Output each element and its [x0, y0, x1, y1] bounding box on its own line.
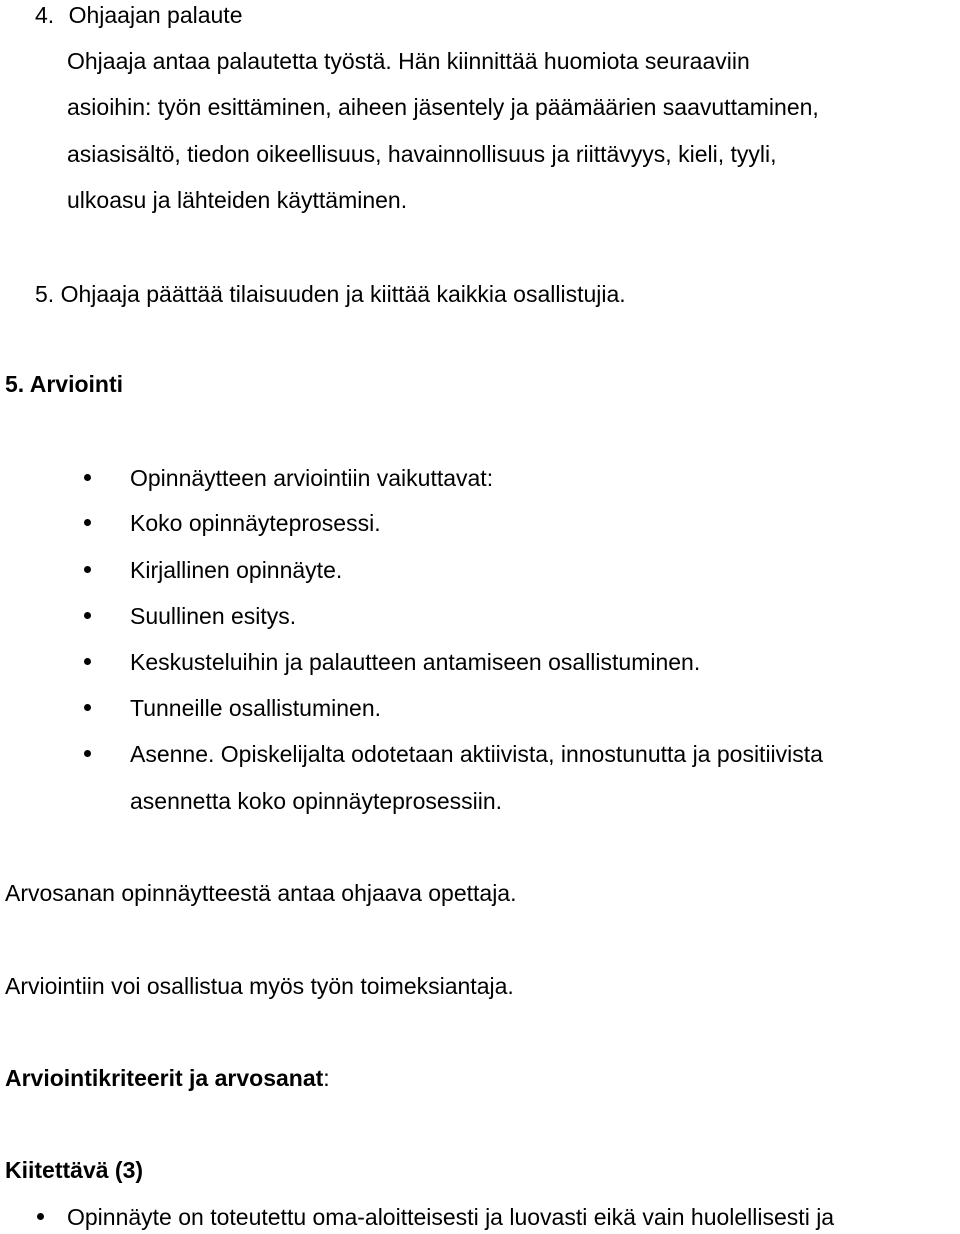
bullet-marker — [84, 750, 91, 757]
list-item: Keskusteluihin ja palautteen antamiseen osallistuminen. — [130, 649, 701, 675]
bullet-marker — [84, 519, 91, 526]
list-item: Kirjallinen opinnäyte. — [130, 557, 343, 583]
section-heading-ohjaajan-palaute — [35, 4, 243, 27]
paragraph-line: Ohjaaja antaa palautetta työstä. Hän kiinnittää huomiota seuraaviin — [67, 48, 750, 74]
list-item: Opinnäytteen arviointiin vaikuttavat: — [130, 465, 494, 491]
bullet-marker — [84, 612, 91, 619]
list-item: Suullinen esitys. — [130, 603, 297, 629]
criteria-heading-colon: : — [323, 1065, 330, 1091]
paragraph-line: asiasisältö, tiedon oikeellisuus, havainnollisuus ja riittävyys, kieli, tyyli, — [67, 141, 777, 167]
list-item: Tunneille osallistuminen. — [130, 695, 382, 721]
list-item: Koko opinnäyteprosessi. — [130, 510, 381, 536]
list-item: Opinnäyte on toteutettu oma-aloitteisesti ja luovasti eikä vain huolellisesti ja — [67, 1204, 835, 1230]
grade-heading-kiitettava: Kiitettävä (3) — [5, 1157, 144, 1183]
step-five-text: 5. Ohjaaja päättää tilaisuuden ja kiittää kaikkia osallistujia. — [35, 281, 626, 307]
paragraph-line: ulkoasu ja lähteiden käyttäminen. — [67, 187, 408, 213]
paragraph-line: asioihin: työn esittäminen, aiheen jäsentely ja päämäärien saavuttaminen, — [67, 94, 819, 120]
bullet-marker — [84, 658, 91, 665]
section-number: 4. — [35, 2, 55, 28]
criteria-heading — [5, 1067, 330, 1090]
arviointi-heading: 5. Arviointi — [5, 371, 123, 397]
bullet-marker — [37, 1213, 44, 1220]
paragraph-grade-given-by: Arvosanan opinnäytteestä antaa ohjaava opettaja. — [5, 880, 517, 906]
criteria-heading-text: Arviointikriteerit ja arvosanat — [5, 1065, 324, 1091]
bullet-marker — [84, 704, 91, 711]
list-item-continuation: asennetta koko opinnäyteprosessiin. — [130, 788, 503, 814]
bullet-marker — [84, 566, 91, 573]
bullet-marker — [84, 474, 91, 481]
list-item: Asenne. Opiskelijalta odotetaan aktiivista, innostunutta ja positiivista — [130, 741, 823, 767]
section-title: Ohjaajan palaute — [68, 2, 243, 28]
paragraph-commissioner: Arviointiin voi osallistua myös työn toimeksiantaja. — [5, 973, 514, 999]
